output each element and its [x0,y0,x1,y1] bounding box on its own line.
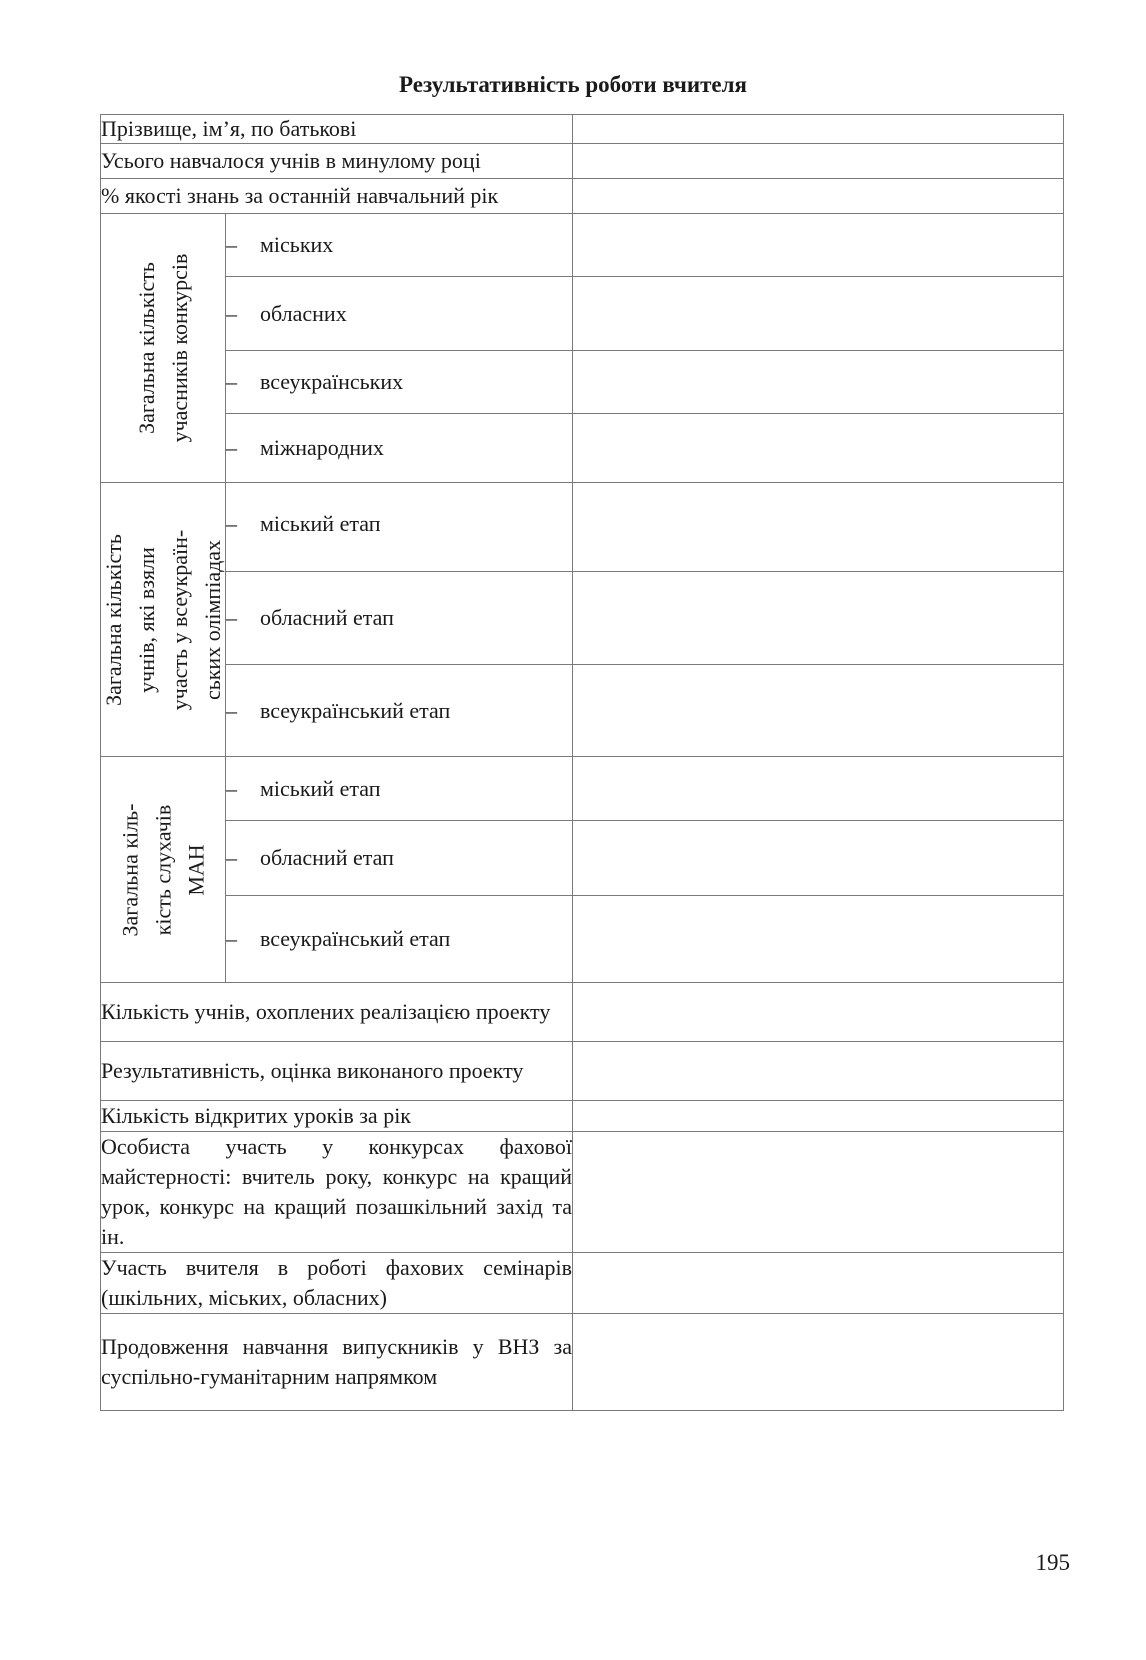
olympiads-city-value-cell[interactable] [573,483,1064,572]
open-lessons-label: Кількість відкритих уроків за рік [101,1101,573,1132]
table-row [101,1314,1064,1411]
students-last-year-label: Усього навчалося учнів в минулому році [101,144,573,179]
man-regional-value-cell[interactable] [573,821,1064,896]
contest-participation-label: Особиста участь у конкурсах фахової майстерності: вчитель року, конкурс на кращий урок, конкурс на кращий позашкільний захід та ін. [101,1132,573,1253]
man-group-label [101,757,226,983]
man-label-line: МАН [183,843,209,896]
man-label-line: Загальна кіль- [117,803,143,936]
contests-item-national: – всеукраїнських [226,351,573,414]
man-label-line: кість слухачів [150,804,176,935]
olympiads-item-regional: – обласний етап [226,572,573,665]
table-row [101,1101,1064,1132]
table-row [101,414,1064,483]
olympiads-label-line: Загальна кількість [101,533,126,706]
olympiads-national-value-cell[interactable] [573,665,1064,757]
table-row [101,665,1064,757]
full-name-label: Прізвище, ім’я, по батькові [101,115,573,144]
table-row [101,572,1064,665]
table-row [101,1132,1064,1253]
contests-national-value-cell[interactable] [573,351,1064,414]
man-item-regional: – обласний етап [226,821,573,896]
olympiads-group-label [101,483,226,757]
contest-participation-value-cell[interactable] [573,1132,1064,1253]
full-name-value-cell[interactable] [573,115,1064,144]
table-row [101,1253,1064,1314]
contests-label-line: Загальна кількість [134,262,159,434]
olympiads-label-line: ських олімпіадах [200,539,225,700]
table-row [101,483,1064,572]
knowledge-quality-label: % якості знань за останній навчальний рік [101,179,573,214]
graduates-value-cell[interactable] [573,1314,1064,1411]
project-result-label: Результативність, оцінка виконаного проекту [101,1042,573,1101]
page-number: 195 [1035,1550,1070,1575]
olympiads-regional-value-cell[interactable] [573,572,1064,665]
project-students-value-cell[interactable] [573,983,1064,1042]
teacher-performance-table [100,114,1064,1411]
contests-group-label [101,214,226,483]
students-last-year-value-cell[interactable] [573,144,1064,179]
table-row [101,1042,1064,1101]
table-row [101,821,1064,896]
olympiads-label-line: учнів, які взяли [134,546,159,693]
seminars-label: Участь вчителя в роботі фахових семінарів (шкільних, міських, обласних) [101,1253,573,1314]
table-row [101,277,1064,351]
man-item-national: – всеукраїнський етап [226,896,573,983]
contests-city-value-cell[interactable] [573,214,1064,277]
olympiads-label-line: участь у всеукраїн- [167,529,192,710]
man-item-city: – міський етап [226,757,573,821]
contests-regional-value-cell[interactable] [573,277,1064,351]
page-title: Результативність роботи вчителя [399,72,747,97]
table-row [101,115,1064,144]
project-result-value-cell[interactable] [573,1042,1064,1101]
man-city-value-cell[interactable] [573,757,1064,821]
contests-item-international: – міжнародних [226,414,573,483]
project-students-label: Кількість учнів, охоплених реалізацією проекту [101,983,573,1042]
contests-label-line: учасників конкурсів [167,253,192,443]
man-national-value-cell[interactable] [573,896,1064,983]
olympiads-item-national: – всеукраїнський етап [226,665,573,757]
table-row [101,983,1064,1042]
contests-item-regional: – обласних [226,277,573,351]
knowledge-quality-value-cell[interactable] [573,179,1064,214]
table-row [101,144,1064,179]
contests-international-value-cell[interactable] [573,414,1064,483]
table-row [101,757,1064,821]
seminars-value-cell[interactable] [573,1253,1064,1314]
table-row [101,351,1064,414]
contests-item-city: – міських [226,214,573,277]
table-row [101,896,1064,983]
table-row [101,179,1064,214]
olympiads-item-city: – міський етап [226,483,573,572]
table-row [101,214,1064,277]
open-lessons-value-cell[interactable] [573,1101,1064,1132]
graduates-label: Продовження навчання випускників у ВНЗ за суспільно-гуманітарним напрямком [101,1314,573,1411]
